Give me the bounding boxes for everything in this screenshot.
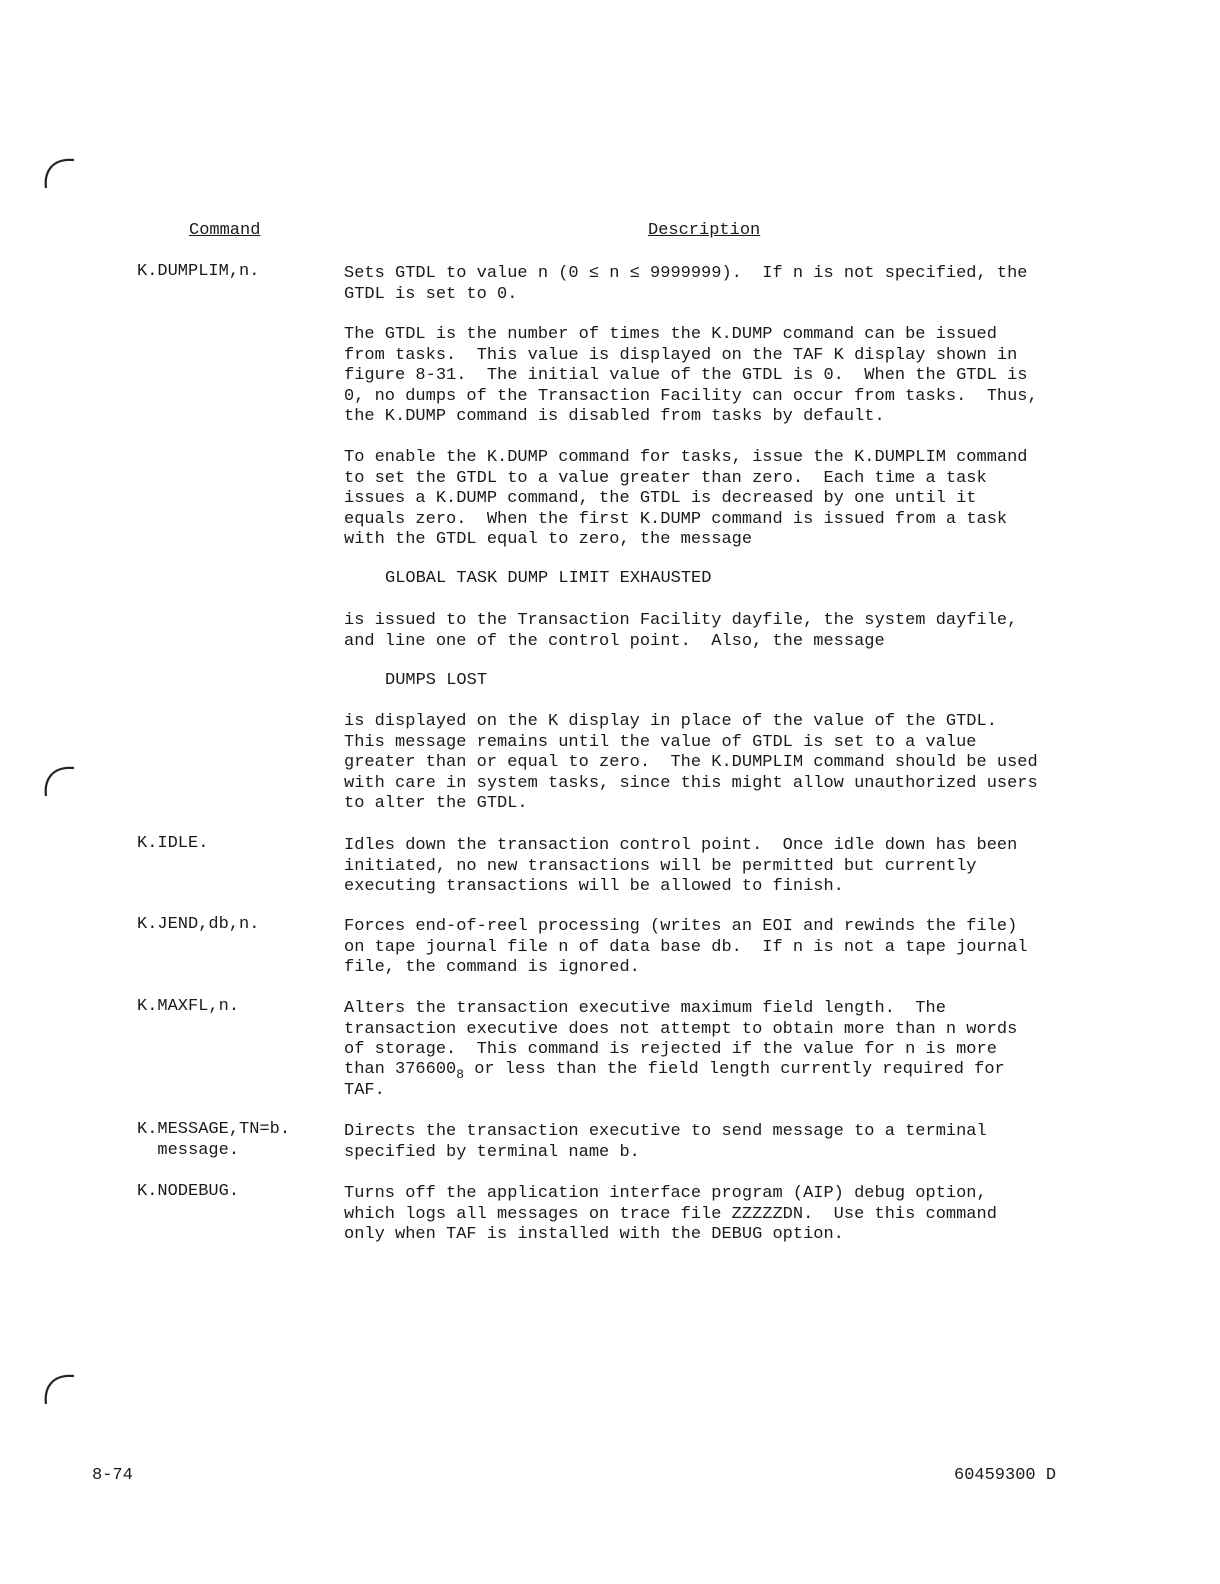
command-column-header: Command bbox=[189, 221, 261, 240]
maxfl-description-p1: Alters the transaction executive maximum field length. The transaction executive does not attempt to obtain more than n words of storage. This command is rejected if the value for n is more bbox=[344, 999, 1018, 1059]
command-k-maxfl: K.MAXFL,n. bbox=[137, 997, 240, 1016]
jend-description: Forces end-of-reel processing (writes an EOI and rewinds the file) on tape journal file n of data base db. If n is not a tape journal file, the command is ignored. bbox=[344, 917, 1028, 977]
dumplim-description-p5: is displayed on the K display in place of the value of the GTDL. This message remains until the value of GTDL is set to a value greater than or equal to zero. The K.DUMPLIM command should be used with care in system tasks, since this might allow unauthorized users to alter the GTDL. bbox=[344, 712, 1038, 813]
nodebug-description: Turns off the application interface program (AIP) debug option, which logs all messages on trace file ZZZZZDN. Use this command only when TAF is installed with the DEBUG option. bbox=[344, 1184, 997, 1244]
maxfl-description-tail: or less than the field length currently required for TAF. bbox=[344, 1060, 1005, 1100]
command-k-idle: K.IDLE. bbox=[137, 834, 209, 853]
binder-hole-mark-icon bbox=[42, 1366, 78, 1406]
description-column-header: Description bbox=[648, 221, 761, 240]
octal-subscript: 8 bbox=[456, 1067, 465, 1082]
dumplim-description-p4: is issued to the Transaction Facility dayfile, the system dayfile, and line one of the control point. Also, the message bbox=[344, 611, 1018, 651]
page-number: 8-74 bbox=[92, 1466, 133, 1485]
global-task-dump-limit-message: GLOBAL TASK DUMP LIMIT EXHAUSTED bbox=[385, 569, 712, 588]
idle-description: Idles down the transaction control point. Once idle down has been initiated, no new transactions will be permitted but currently executing transactions will be allowed to finish. bbox=[344, 836, 1018, 896]
message-description: Directs the transaction executive to send message to a terminal specified by terminal name b. bbox=[344, 1122, 987, 1162]
command-k-message: K.MESSAGE,TN=b. message. bbox=[137, 1120, 291, 1160]
binder-hole-mark-icon bbox=[42, 150, 78, 190]
command-k-nodebug: K.NODEBUG. bbox=[137, 1182, 240, 1201]
document-number: 60459300 D bbox=[954, 1466, 1057, 1485]
command-k-dumplim: K.DUMPLIM,n. bbox=[137, 262, 260, 281]
command-k-jend: K.JEND,db,n. bbox=[137, 915, 260, 934]
dumplim-description-p3: To enable the K.DUMP command for tasks, issue the K.DUMPLIM command to set the GTDL to a value greater than zero. Each time a task issues a K.DUMP command, the GTDL is decreased by one until it equals zero. When the first K.DUMP command is issued from a task with the GTDL equal to zero, the message bbox=[344, 448, 1028, 549]
dumplim-description-p2: The GTDL is the number of times the K.DUMP command can be issued from tasks. This value is displayed on the TAF K display shown in figure 8-31. The initial value of the GTDL is 0. When the GTDL is 0, no dumps of the Transaction Facility can occur from tasks. Thus, the K.DUMP command is disabled from tasks by default. bbox=[344, 325, 1038, 426]
binder-hole-mark-icon bbox=[42, 758, 78, 798]
maxfl-description-p2 bbox=[344, 1060, 1005, 1101]
maxfl-value: than 376600 bbox=[344, 1060, 457, 1079]
dumplim-description-p1: Sets GTDL to value n (0 ≤ n ≤ 9999999). If n is not specified, the GTDL is set to 0. bbox=[344, 264, 1028, 304]
dumps-lost-message: DUMPS LOST bbox=[385, 671, 488, 690]
